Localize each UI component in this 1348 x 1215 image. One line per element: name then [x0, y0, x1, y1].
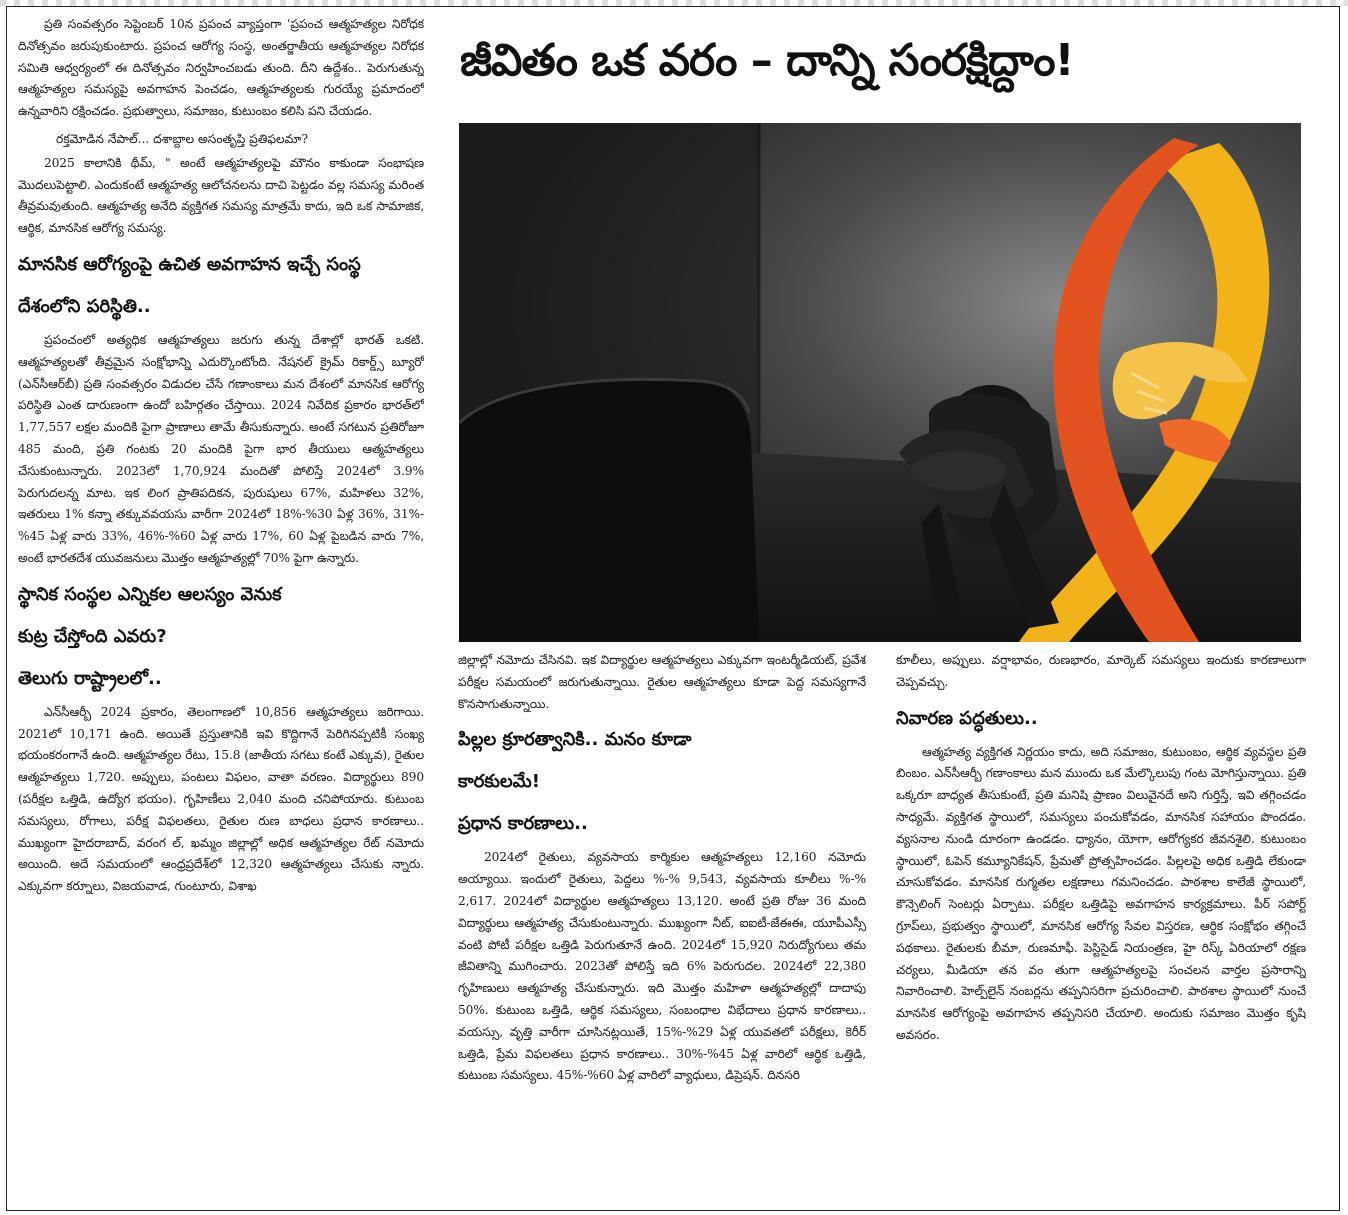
photo-illustration — [459, 123, 1301, 642]
prevention-paragraph: ఆత్మహత్య వ్యక్తిగత నిర్ణయం కాదు, అది సమాజం, కుటుంబం, ఆర్థిక వ్యవస్థల ప్రతి బింబం. ఎన్‌సీఆర్బీ గణాంకాలు మన ముందు ఒక మేల్కొలుపు గంట మోగిస్తున్నాయి. ప్రతి ఒక్కరూ బాధ్యత తీసుకుంటే, ప్రతి మనిషి ప్రాణం విలువైనదే అని గుర్తిస్తే, ఇవి తగ్గించడం సాధ్యమే. వ్యక్తిగత స్థాయిలో, సమస్యలు పంచుకోవడం, మానసిక సహాయం పొందడం. వ్యసనాల నుండి దూరంగా ఉండడం. ధ్యానం, యోగా, ఆరోగ్యకర జీవనశైలి. కుటుంబం స్థాయిలో, ఓపెన్ కమ్యూనికేషన్, ప్రేమతో ప్రోత్సహించడం. పిల్లలపై అధిక ఒత్తిడి లేకుండా చూసుకోవడం. మానసిక రుగ్మతల లక్షణాలు గమనించడం. పాఠశాల కాలేజీ స్థాయిలో, కౌన్సెలింగ్ సెంటర్లు ఏర్పాటు. పరీక్షల ఒత్తిడిపై అవగాహన కార్యక్రమాలు. పీర్ సపోర్ట్ గ్రూప్‌లు, ప్రభుత్వం స్థాయిలో, మానసిక ఆరోగ్య సేవల విస్తరణ, ఆర్థిక సంక్షోభం తగ్గించే పథకాలు. రైతులకు బీమా, రుణమాఫీ. పెస్టిసైడ్ నియంత్రణ, హై రిస్క్ ఏరియాలో రక్షణ చర్యలు, మీడియా తన వం తుగా ఆత్మహత్యలపై సంచలన వార్తల ప్రసారాన్ని నివారించాలి. హెల్ప్‌లైన్ నంబర్లను తప్పనిసరిగా ప్రచురించాలి. పాఠశాల స్థాయిలో నుంచే మానసిక ఆరోగ్యంపై అవగాహన తప్పనిసరి చేయాలి. అందుకు సమాజం మొత్తం కృషి అవసరం. — [896, 744, 1306, 1042]
causes-continued-paragraph: కూలీలు, అప్పులు. వర్షాభావం, రుణభారం, మార్కెట్ సమస్యలు ఇందుకు కారణాలుగా చెప్పవచ్చు. — [896, 653, 1306, 689]
right-column — [896, 650, 1306, 1205]
related-heading-free-awareness[interactable]: మానసిక ఆరోగ్యంపై ఉచిత అవగాహన ఇచ్చే సంస్థ — [18, 253, 361, 275]
section-heading-prevention: నివారణ పద్ధతులు.. — [896, 707, 1038, 729]
districts-paragraph: జిల్లాల్లో నమోదు చేసినవి. ఇక విద్యార్థుల ఆత్మహత్యలు ఎక్కువగా ఇంటర్మీడియట్, ప్రవేశ పరీక్షల సమయంలో జరుగుతున్నాయి. రైతుల ఆత్మహత్యలు కూడా పెద్ద సమస్యగానే కొనసాగుతున్నాయి. — [458, 653, 866, 711]
related-heading-child-cruelty-2[interactable]: కారకులమే! — [458, 771, 540, 793]
middle-column — [458, 650, 866, 1205]
telugu-states-paragraph: ఎన్‌సీఆర్బీ 2024 ప్రకారం, తెలంగాణలో 10,856 ఆత్మహత్యలు జరిగాయి. 2021లో 10,171 ఉంది. అయితే ప్రస్తుతానికి ఇవి కొద్దిగానే పెరిగినప్పటికీ సంఖ్య భయంకరంగానే ఉంది. ఆత్మహత్యల రేటు, 15.8 (జాతీయ సగటు కంటే ఎక్కువ), రైతుల ఆత్మహత్యలు 1,720. అప్పులు, పంటలు విఫలం, వాతా వరణం. విద్యార్థులు 890 (పరీక్షల ఒత్తిడి, ఉద్యోగ భయం). గృహిణీలు 2,040 మంది చనిపోయారు. కుటుంబ సమస్యలు, రోగాలు, పరీక్ష విఫలతలు, రైతుల రుణ బాధలు ప్రధాన కారణాలు.. ముఖ్యంగా హైదరాబాద్, వరంగ ల్, ఖమ్మం జిల్లాల్లో అధిక ఆత్మహత్యల రేట్ నమోదు అయింది. అదే సమయంలో ఆంధ్రప్రదేశ్‌లో 12,320 ఆత్మహత్యలు చేసుకు న్నారు. ఎక్కువగా కర్నూలు, విజయవాడ, గుంటూరు, విశాఖ — [18, 704, 424, 894]
left-column — [18, 14, 424, 1204]
article-photo — [459, 123, 1301, 642]
article-headline: జీవితం ఒక వరం – దాన్ని సంరక్షిద్దాం! — [460, 35, 1074, 86]
related-heading-local-elections-2[interactable]: కుట్ర చేస్తోంది ఎవరు? — [18, 625, 167, 647]
main-causes-paragraph: 2024లో రైతులు, వ్యవసాయ కార్మికుల ఆత్మహత్యలు 12,160 నమోదు అయ్యాయి. ఇందులో రైతులు, పెద్దలు %-% 9,543, వ్యవసాయ కూలీలు %-% 2,617. 2024లో విద్యార్థుల ఆత్మహత్యలు 13,120. అంటే ప్రతి రోజు 36 మంది విద్యార్థులు ఆత్మహత్య చేసుకుంటున్నారు. ముఖ్యంగా నీట్, ఐఐటీ-జేఈఈ, యూపీఎస్సీ వంటి పోటీ పరీక్షల ఒత్తిడి పెరుగుతూనే ఉంది. 2024లో 15,920 నిరుద్యోగులు తమ జీవితాన్ని ముగించారు. 2023తో పోలిస్తే ఇది 6% పెరుగుదల. 2024లో 22,380 గృహిణులు ఆత్మహత్య చేసుకున్నారు. ఇది మొత్తం మహిళా ఆత్మహత్యల్లో దాదాపు 50%. కుటుంబ ఒత్తిడి, ఆర్థిక సమస్యలు, సంబంధాల విభేదాలు ప్రధాన కారణాలు.. వయస్సు, వృత్తి వారీగా చూసినట్లయితే, 15%-%29 ఏళ్ల యువతలో పరీక్షలు, కెరీర్ ఒత్తిడి, ప్రేమ విఫలతలు ప్రధాన కారణాలు.. 30%-%45 ఏళ్ల వారిలో ఆర్థిక ఒత్తిడి, కుటుంబ సమస్యలు. 45%-%60 ఏళ్ల వారిలో వ్యాధులు, డిప్రెషన్. దినసరి — [458, 850, 866, 1083]
section-heading-national-situation: దేశంలోని పరిస్థితి.. — [18, 295, 151, 317]
related-link-nepal[interactable]: రక్తమోడిన నేపాల్... దశాబ్దాల అసంతృప్తి ప్రతిఫలమా? — [56, 131, 309, 146]
section-heading-main-causes: ప్రధాన కారణాలు.. — [458, 813, 588, 835]
intro-paragraph: ప్రతి సంవత్సరం సెప్టెంబర్ 10న ప్రపంచ వ్యాప్తంగా 'ప్రపంచ ఆత్మహత్యల నిరోధక దినోత్సవం జరుపుకుంటారు. ప్రపంచ ఆరోగ్య సంస్థ, అంతర్జాతీయ ఆత్మహత్యల నిరోధక సమితి ఆధ్వర్యంలో ఈ దినోత్సవం నిర్వహించబడు తుంది. దీని ఉద్దేశం.. పెరుగుతున్న ఆత్మహత్యల సమస్యపై అవగాహన పెంచడం, ఆత్మహత్యలకు గురయ్యే ప్రమాదంలో ఉన్నవారిని రక్షించడం. ప్రభుత్వాలు, సమాజం, కుటుంబం కలిసి పని చేయడం. — [18, 17, 424, 119]
related-heading-local-elections-1[interactable]: స్థానిక సంస్థల ఎన్నికల ఆలస్యం వెనుక — [18, 583, 282, 605]
national-stats-paragraph: ప్రపంచంలో అత్యధిక ఆత్మహత్యలు జరుగు తున్న దేశాల్లో భారత్ ఒకటి. ఆత్మహత్యలతో తీవ్రమైన సంక్షోభాన్ని ఎదుర్కొంటోంది. నేషనల్ క్రైమ్ రికార్డ్స్ బ్యూరో (ఎన్‌సీఆర్‌బీ) ప్రతి సంవత్సరం విడుదల చేసే గణాంకాలు మన దేశంలో మానసిక ఆరోగ్య పరిస్థితి ఎంత దారుణంగా ఉందో బహిర్గతం చేస్తాయి. 2024 నివేదిక ప్రకారం భారత్‌లో 1,77,557 లక్షల మందికి పైగా ప్రాణాలు తామే తీసుకున్నారు. అంటే సగటున ప్రతిరోజూ 485 మంది, ప్రతి గంటకు 20 మందికి పైగా భార తీయులు ఆత్మహత్యలు చేసుకుంటున్నారు. 2023లో 1,70,924 మందితో పోలిస్తే 2024లో 3.9% పెరుగుదలన్న మాట. ఇక లింగ ప్రాతిపదికన, పురుషులు 67%, మహిళలు 32%, ఇతరులు 1% కన్నా తక్కువవయసు వారీగా 2024లో 18%-%30 ఏళ్ల 36%, 31%-%45 ఏళ్ల వారు 33%, 46%-%60 ఏళ్ల వారు 17%, 60 ఏళ్ల పైబడిన వారు 7%, అంటే భారతదేశ యువజనులు మొత్తం ఆత్మహత్యల్లో 70% పైగా ఉన్నారు. — [18, 332, 424, 565]
theme-paragraph: 2025 కాలానికి థీమ్, " అంటే ఆత్మహత్యలపై మౌనం కాకుండా సంభాషణ మొదలుపెట్టాలి. ఎందుకంటే ఆత్మహత్య ఆలోచనలను దాచి పెట్టడం వల్ల సమస్య మరింత తీవ్రమవుతుంది. ఆత్మహత్య అనేది వ్యక్తిగత సమస్య మాత్రమే కాదు, ఇది ఒక సామాజిక, ఆర్థిక, మానసిక ఆరోగ్య సమస్య. — [18, 155, 424, 236]
related-heading-child-cruelty-1[interactable]: పిల్లల క్రూరత్వానికి.. మనం కూడా — [458, 729, 692, 751]
section-heading-telugu-states: తెలుగు రాష్ట్రాలలో.. — [18, 667, 162, 689]
sofa-shape — [459, 379, 759, 642]
